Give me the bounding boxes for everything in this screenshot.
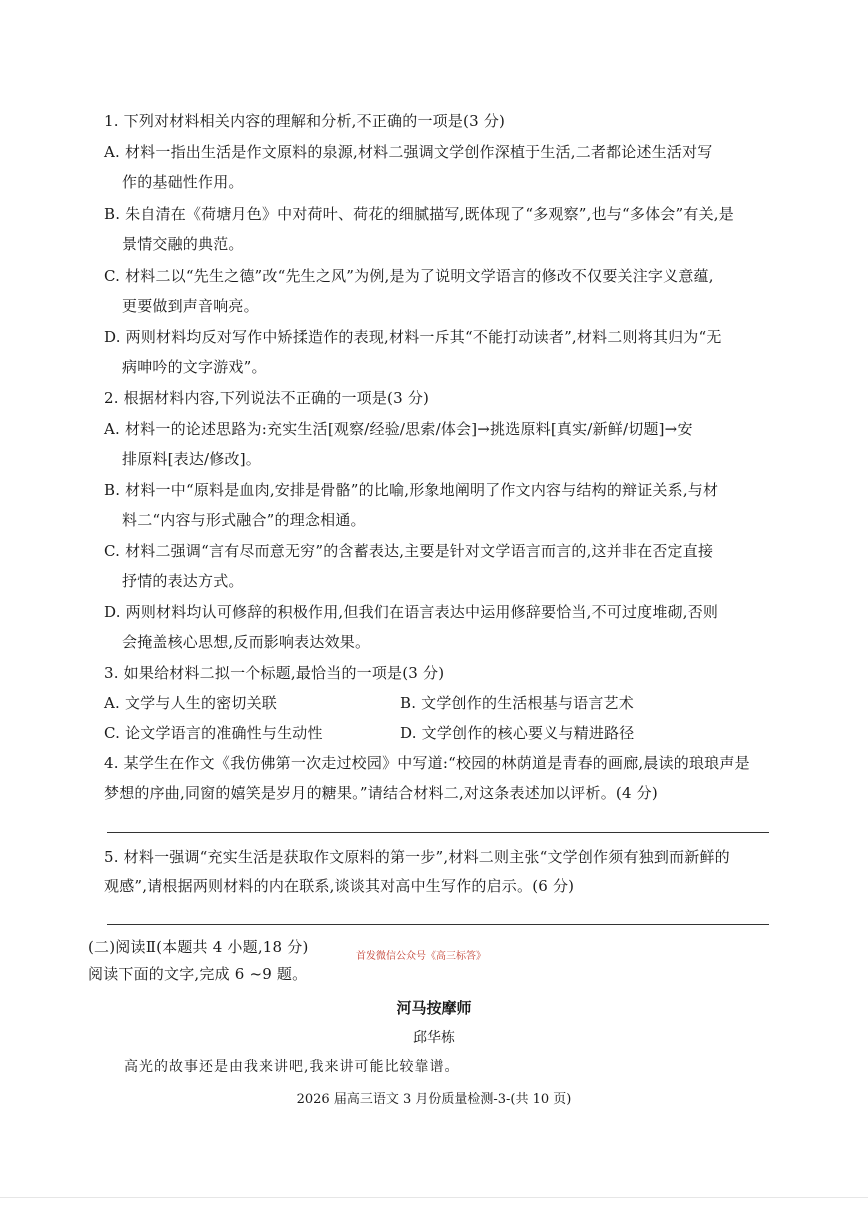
watermark-text: 首发微信公众号《高三标答》 bbox=[356, 951, 486, 962]
reading-instruction: 阅读下面的文字,完成 6 ~9 题。 bbox=[88, 965, 308, 983]
q1-option-c: C. 材料二以“先生之德”改“先生之风”为例,是为了说明文学语言的修改不仅要关注字义意蕴, bbox=[104, 267, 714, 285]
q5-answer-line bbox=[107, 924, 769, 925]
q3-stem: 3. 如果给材料二拟一个标题,最恰当的一项是(3 分) bbox=[104, 664, 445, 682]
q2-option-a-cont: 排原料[表达/修改]。 bbox=[122, 450, 261, 468]
q1-option-c-cont: 更要做到声音响亮。 bbox=[122, 297, 259, 315]
story-title: 河马按摩师 bbox=[396, 999, 472, 1017]
q1-option-d: D. 两则材料均反对写作中矫揉造作的表现,材料一斥其“不能打动读者”,材料二则将其归为“无 bbox=[104, 328, 722, 346]
q3-option-d: D. 文学创作的核心要义与精进路径 bbox=[400, 724, 635, 742]
q1-option-b-cont: 景情交融的典范。 bbox=[122, 235, 244, 253]
q2-stem: 2. 根据材料内容,下列说法不正确的一项是(3 分) bbox=[104, 389, 430, 407]
page-footer: 2026 届高三语文 3 月份质量检测-3-(共 10 页) bbox=[296, 1092, 572, 1107]
q1-option-a: A. 材料一指出生活是作文原料的泉源,材料二强调文学创作深植于生活,二者都论述生活对写 bbox=[104, 143, 713, 161]
q1-option-a-cont: 作的基础性作用。 bbox=[122, 173, 244, 191]
q5-stem-cont: 观感”,请根据两则材料的内在联系,谈谈其对高中生写作的启示。(6 分) bbox=[104, 877, 575, 895]
q2-option-b: B. 材料一中“原料是血肉,安排是骨骼”的比喻,形象地阐明了作文内容与结构的辩证关系,与材 bbox=[104, 481, 719, 499]
q2-option-b-cont: 料二“内容与形式融合”的理念相通。 bbox=[122, 511, 366, 529]
q1-option-d-cont: 病呻吟的文字游戏”。 bbox=[122, 358, 267, 376]
q2-option-a: A. 材料一的论述思路为:充实生活[观察/经验/思索/体会]→挑选原料[真实/新鲜/切题]→安 bbox=[104, 420, 693, 438]
q2-option-d-cont: 会掩盖核心思想,反而影响表达效果。 bbox=[122, 633, 371, 651]
q3-option-a: A. 文学与人生的密切关联 bbox=[104, 694, 277, 712]
q2-option-c-cont: 抒情的表达方式。 bbox=[122, 572, 244, 590]
q4-answer-line bbox=[107, 832, 769, 833]
q2-option-c: C. 材料二强调“言有尽而意无穷”的含蓄表达,主要是针对文学语言而言的,这并非在否定直接 bbox=[104, 542, 714, 560]
q4-stem-cont: 梦想的序曲,同窗的嬉笑是岁月的糖果。”请结合材料二,对这条表述加以评析。(4 分) bbox=[104, 784, 658, 802]
q1-option-b: B. 朱自清在《荷塘月色》中对荷叶、荷花的细腻描写,既体现了“多观察”,也与“多体会”有关,是 bbox=[104, 205, 734, 223]
scan-edge-line bbox=[0, 1197, 868, 1198]
q3-option-b: B. 文学创作的生活根基与语言艺术 bbox=[400, 694, 634, 712]
q4-stem: 4. 某学生在作文《我仿佛第一次走过校园》中写道:“校园的林荫道是青春的画廊,晨读的琅琅声是 bbox=[104, 754, 750, 772]
q2-option-d: D. 两则材料均认可修辞的积极作用,但我们在语言表达中运用修辞要恰当,不可过度堆砌,否则 bbox=[104, 603, 719, 621]
q3-option-c: C. 论文学语言的准确性与生动性 bbox=[104, 724, 323, 742]
story-author: 邱华栋 bbox=[413, 1030, 455, 1046]
section-heading: (二)阅读Ⅱ(本题共 4 小题,18 分) bbox=[88, 938, 309, 956]
q5-stem: 5. 材料一强调“充实生活是获取作文原料的第一步”,材料二则主张“文学创作须有独到而新鲜的 bbox=[104, 848, 730, 866]
story-first-line: 高光的故事还是由我来讲吧,我来讲可能比较靠谱。 bbox=[124, 1059, 460, 1075]
q1-stem: 1. 下列对材料相关内容的理解和分析,不正确的一项是(3 分) bbox=[104, 112, 506, 130]
